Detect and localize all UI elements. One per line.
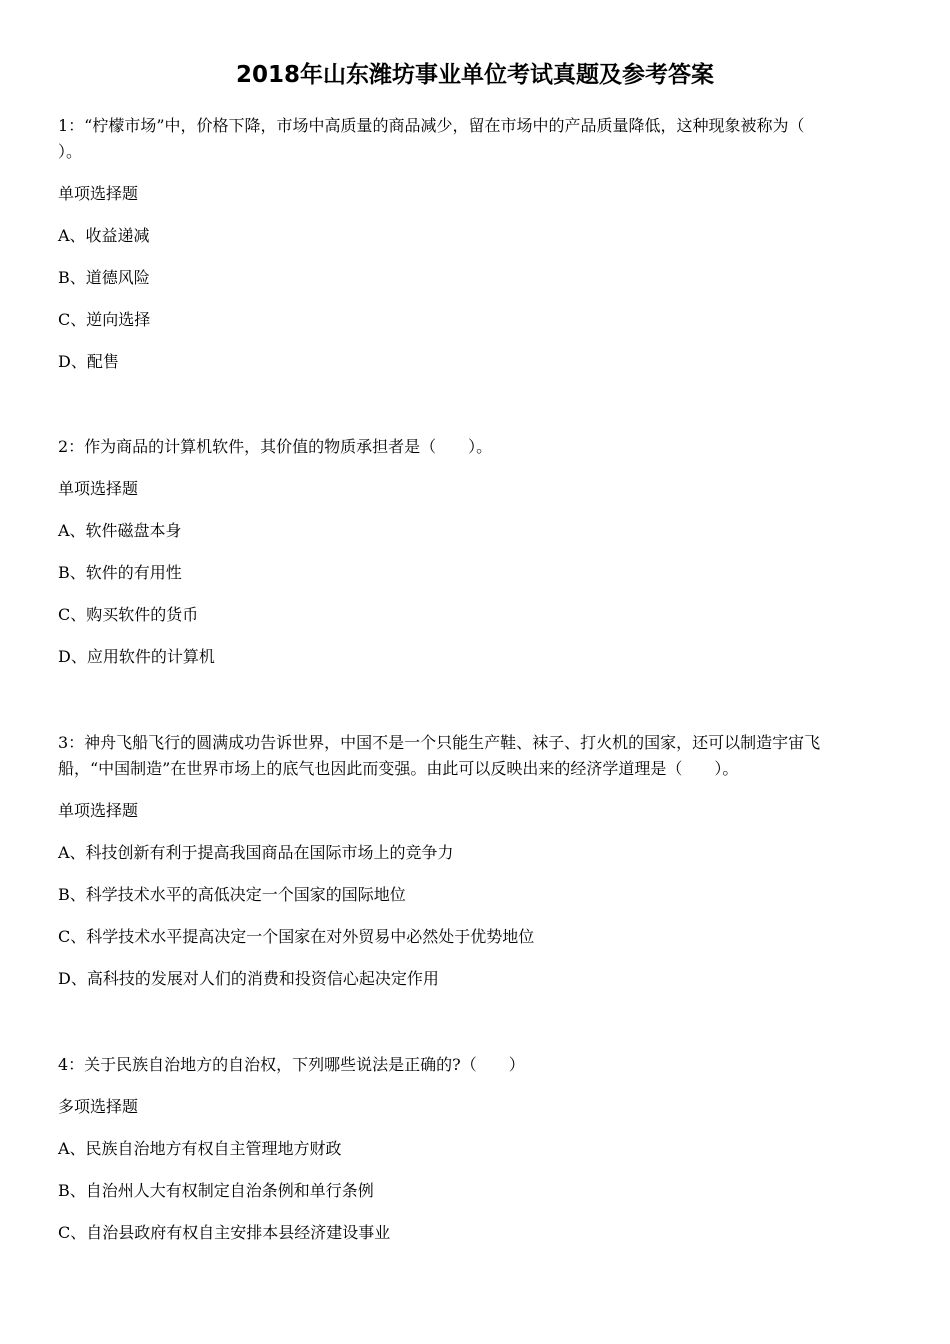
- question-3-type: 单项选择题: [58, 801, 139, 820]
- question-1-option-a: A、收益递减: [58, 226, 150, 245]
- question-1-type: 单项选择题: [58, 184, 139, 203]
- question-3-option-b: B、科学技术水平的高低决定一个国家的国际地位: [58, 885, 406, 904]
- document-title: 2018年山东潍坊事业单位考试真题及参考答案: [235, 62, 714, 88]
- question-4-text: 4：关于民族自治地方的自治权，下列哪些说法是正确的?（ ）: [58, 1055, 525, 1074]
- question-4-option-a: A、民族自治地方有权自主管理地方财政: [58, 1139, 342, 1158]
- question-2-option-b: B、软件的有用性: [58, 563, 182, 582]
- question-2-option-d: D、应用软件的计算机: [58, 647, 215, 666]
- question-3-option-a: A、科技创新有利于提高我国商品在国际市场上的竞争力: [58, 843, 454, 862]
- question-3-text-continued: 船，“中国制造”在世界市场上的底气也因此而变强。由此可以反映出来的经济学道理是（ ）。: [58, 759, 739, 778]
- question-1-option-b: B、道德风险: [58, 268, 150, 287]
- question-4-option-b: B、自治州人大有权制定自治条例和单行条例: [58, 1181, 374, 1200]
- question-3-text: 3：神舟飞船飞行的圆满成功告诉世界，中国不是一个只能生产鞋、袜子、打火机的国家，还可以制造宇宙飞: [58, 733, 821, 752]
- question-4-type: 多项选择题: [58, 1097, 139, 1116]
- question-2-option-c: C、购买软件的货币: [58, 605, 199, 624]
- question-1-text-continued: ）。: [58, 142, 83, 161]
- question-1-text: 1：“柠檬市场”中，价格下降，市场中高质量的商品减少，留在市场中的产品质量降低，这种现象被称为（: [58, 116, 805, 135]
- question-3-option-c: C、科学技术水平提高决定一个国家在对外贸易中必然处于优势地位: [58, 927, 535, 946]
- question-4-option-c: C、自治县政府有权自主安排本县经济建设事业: [58, 1223, 391, 1242]
- question-1-option-d: D、配售: [58, 352, 119, 371]
- question-1-option-c: C、逆向选择: [58, 310, 151, 329]
- question-3-option-d: D、高科技的发展对人们的消费和投资信心起决定作用: [58, 969, 439, 988]
- question-2-option-a: A、软件磁盘本身: [58, 521, 182, 540]
- question-2-type: 单项选择题: [58, 479, 139, 498]
- question-2-text: 2：作为商品的计算机软件，其价值的物质承担者是（ ）。: [58, 437, 493, 456]
